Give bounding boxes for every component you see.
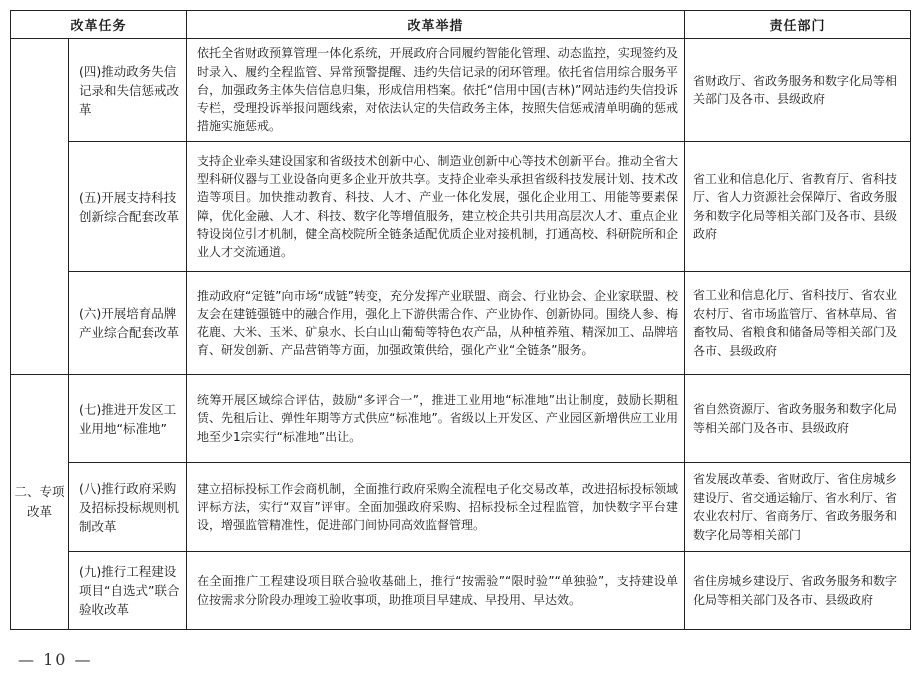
departments-cell: 省财政厅、省政务服务和数字化局等相关部门及各市、县级政府: [685, 39, 911, 142]
reform-table: [10, 10, 911, 630]
page-number: — 10 —: [18, 650, 93, 669]
table-header-row: [11, 11, 911, 39]
measures-cell: 建立招标投标工作会商机制，全面推行政府采购全流程电子化交易改革，改进招标投标领域评标方法，实行“双盲”评审。全面加强政府采购、招标投标全过程监管，加快数字平台建设，增强监管精准性，促进部门间协同高效监督管理。: [187, 463, 685, 552]
table-row: [11, 39, 911, 142]
departments-cell: 省发展改革委、省财政厅、省住房城乡建设厅、省交通运输厅、省水利厅、省农业农村厅、省商务厅、省政务服务和数字化局等相关部门: [685, 463, 911, 552]
category-cell-blank: [11, 39, 69, 375]
header-measures: 改革举措: [187, 11, 685, 39]
task-cell: (八)推行政府采购及招标投标规则机制改革: [69, 463, 187, 552]
task-cell: (五)开展支持科技创新综合配套改革: [69, 142, 187, 272]
measures-cell: 在全面推广工程建设项目联合验收基础上，推行“按需验”“限时验”“单独验”，支持建设单位按需求分阶段办理竣工验收事项，助推项目早建成、早投用、早达效。: [187, 552, 685, 630]
table-row: [11, 375, 911, 463]
table-row: [11, 552, 911, 630]
measures-cell: 统筹开展区域综合评估，鼓励“多评合一”，推进工业用地“标准地”出让制度，鼓励长期租赁、先租后让、弹性年期等方式供应“标准地”。省级以上开发区、产业园区新增供应工业用地至少1宗实行“标准地”出让。: [187, 375, 685, 463]
document-page: [10, 10, 910, 630]
departments-cell: 省工业和信息化厅、省教育厅、省科技厅、省人力资源社会保障厅、省政务服务和数字化局等相关部门及各市、县级政府: [685, 142, 911, 272]
measures-cell: 依托全省财政预算管理一体化系统，开展政府合同履约智能化管理、动态监控，实现签约及时录入、履约全程监管、异常预警提醒、违约失信记录的闭环管理。依托省信用综合服务平台，加强政务主体失信信息归集，形成信用档案。依托“信用中国(吉林)”网站违约失信投诉专栏，受理投诉举报问题线索，对依法认定的失信政务主体，按照失信惩戒清单明确的惩戒措施实施惩戒。: [187, 39, 685, 142]
departments-cell: 省自然资源厅、省政务服务和数字化局等相关部门及各市、县级政府: [685, 375, 911, 463]
measures-cell: 推动政府“定链”向市场“成链”转变，充分发挥产业联盟、商会、行业协会、企业家联盟、校友会在建链强链中的融合作用，强化上下游供需合作、产业协作、创新协同。围绕人参、梅花鹿、大米、玉米、矿泉水、长白山山葡萄等特色农产品，从种植养殖、精深加工、品牌培育、研发创新、产品营销等方面，加强政策供给，强化产业“全链条”服务。: [187, 272, 685, 375]
table-row: [11, 142, 911, 272]
category-cell: 二、专项改革: [11, 375, 69, 630]
task-cell: (六)开展培育品牌产业综合配套改革: [69, 272, 187, 375]
header-task: 改革任务: [11, 11, 187, 39]
task-cell: (四)推动政务失信记录和失信惩戒改革: [69, 39, 187, 142]
measures-cell: 支持企业牵头建设国家和省级技术创新中心、制造业创新中心等技术创新平台。推动全省大型科研仪器与工业设备向更多企业开放共享。支持企业牵头承担省级科技发展计划、技术改造等项目。加快推动教育、科技、人才、产业一体化发展，强化企业用工、用能等要素保障，优化金融、人才、科技、数字化等增值服务，建立校企共引共用高层次人才、重点企业特设岗位引才机制，健全高校院所全链条适配优质企业对接机制，打通高校、科研院所和企业人才交流通道。: [187, 142, 685, 272]
task-cell: (七)推进开发区工业用地“标准地”: [69, 375, 187, 463]
header-departments: 责任部门: [685, 11, 911, 39]
table-row: [11, 463, 911, 552]
task-cell: (九)推行工程建设项目“自选式”联合验收改革: [69, 552, 187, 630]
table-row: [11, 272, 911, 375]
departments-cell: 省住房城乡建设厅、省政务服务和数字化局等相关部门及各市、县级政府: [685, 552, 911, 630]
departments-cell: 省工业和信息化厅、省科技厅、省农业农村厅、省市场监管厅、省林草局、省畜牧局、省粮食和储备局等相关部门及各市、县级政府: [685, 272, 911, 375]
